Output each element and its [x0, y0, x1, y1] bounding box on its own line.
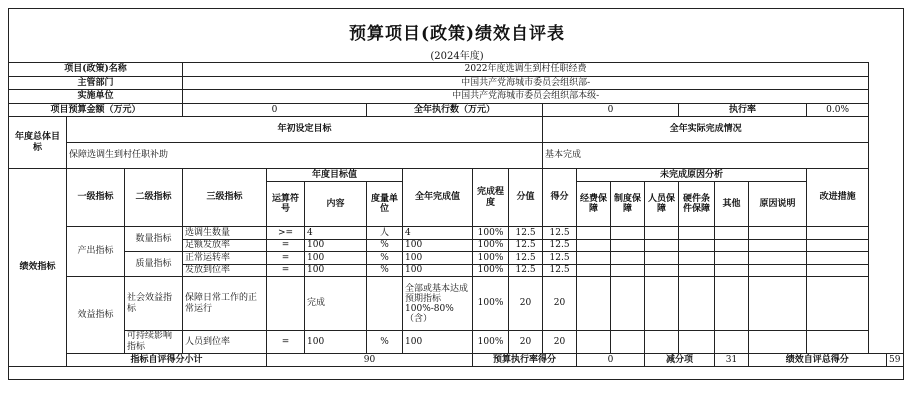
subtotal-label: 指标自评得分小计: [67, 354, 267, 367]
operator-header: 运算符号: [267, 182, 305, 227]
indicator-value: 12.5: [509, 265, 543, 277]
sustain-group: 可持续影响指标: [125, 331, 183, 354]
form-year: (2024年度): [430, 51, 484, 62]
goal-label: 年度总体目标: [9, 117, 67, 169]
target-group-header: 年度目标值: [267, 169, 403, 182]
indicator-degree: 100%: [473, 240, 509, 252]
exec-label: 全年执行数（万元）: [367, 104, 543, 117]
budget-label: 项目预算金额（万元）: [9, 104, 183, 117]
perf-label: 绩效指标: [9, 169, 67, 367]
indicator-score: 12.5: [543, 252, 577, 265]
goal-actual-header: 全年实际完成情况: [543, 117, 869, 143]
unit-header: 度量单位: [367, 182, 403, 227]
fund-header: 经费保障: [577, 182, 611, 227]
total-label: 绩效自评总得分: [749, 354, 887, 367]
indicator-unit: 人: [367, 227, 403, 240]
indicator-value: 12.5: [509, 240, 543, 252]
indicator-score: 20: [543, 331, 577, 354]
indicator-name: 正常运转率: [183, 252, 267, 265]
indicator-op: =: [267, 252, 305, 265]
other-header: 其他: [715, 182, 749, 227]
level3-header: 三级指标: [183, 169, 267, 227]
total-value: 59: [886, 354, 903, 367]
score-header: 得分: [543, 169, 577, 227]
indicator-unit: %: [367, 252, 403, 265]
indicator-unit: %: [367, 240, 403, 252]
indicator-value: 20: [509, 331, 543, 354]
indicator-degree: 100%: [473, 277, 509, 331]
table-row: [9, 252, 904, 265]
exec-score-label: 预算执行率得分: [473, 354, 577, 367]
indicator-annual: 100: [403, 331, 473, 354]
indicator-value: 20: [509, 277, 543, 331]
row-head-1: [9, 169, 904, 182]
social-group: 社会效益指标: [125, 277, 183, 331]
indicator-content: 100: [305, 240, 367, 252]
indicator-degree: 100%: [473, 265, 509, 277]
indicator-annual: 100: [403, 265, 473, 277]
rate-value: 0.0%: [807, 104, 869, 117]
form-title: 预算项目(政策)绩效自评表: [348, 24, 566, 44]
indicator-score: 12.5: [543, 265, 577, 277]
indicator-content: 100: [305, 265, 367, 277]
hardware-header: 硬件条件保障: [679, 182, 715, 227]
indicator-degree: 100%: [473, 227, 509, 240]
output-group: 产出指标: [67, 227, 125, 277]
indicator-value: 12.5: [509, 227, 543, 240]
staff-header: 人员保障: [645, 182, 679, 227]
subtotal-value: 90: [267, 354, 473, 367]
indicator-score: 12.5: [543, 240, 577, 252]
indicator-value: 12.5: [509, 252, 543, 265]
indicator-content: 4: [305, 227, 367, 240]
row-footer: [9, 354, 904, 367]
level2-header: 二级指标: [125, 169, 183, 227]
indicator-annual: 4: [403, 227, 473, 240]
project-label: 项目(政策)名称: [9, 63, 183, 77]
score-value-header: 分值: [509, 169, 543, 227]
deduct-label: 减分项: [645, 354, 715, 367]
indicator-unit: [367, 277, 403, 331]
measure-header: 改进措施: [807, 169, 869, 227]
reason-header: 原因说明: [749, 182, 807, 227]
table-row: [9, 331, 904, 354]
indicator-annual: 100: [403, 252, 473, 265]
indicator-op: =: [267, 240, 305, 252]
quantity-group: 数量指标: [125, 227, 183, 252]
goal-set-text: 保障选调生到村任职补助: [67, 143, 543, 169]
deduct-value: 31: [715, 354, 749, 367]
row-project: [9, 63, 904, 77]
indicator-annual: 100: [403, 240, 473, 252]
indicator-content: 100: [305, 331, 367, 354]
indicator-score: 12.5: [543, 227, 577, 240]
system-header: 制度保障: [611, 182, 645, 227]
reason-group-header: 未完成原因分析: [577, 169, 807, 182]
row-goal-header: [9, 117, 904, 143]
project-value: 2022年度选调生到村任职经费: [183, 63, 869, 77]
evaluation-table: [8, 62, 904, 367]
indicator-annual: 全部或基本达成预期指标100%-80%（含）: [403, 277, 473, 331]
indicator-op: =: [267, 265, 305, 277]
budget-value: 0: [183, 104, 367, 117]
indicator-name: 保障日常工作的正常运行: [183, 277, 267, 331]
indicator-name: 选调生数量: [183, 227, 267, 240]
indicator-degree: 100%: [473, 331, 509, 354]
benefit-group: 效益指标: [67, 277, 125, 354]
indicator-op: >=: [267, 227, 305, 240]
indicator-op: =: [267, 331, 305, 354]
exec-score-value: 0: [577, 354, 645, 367]
row-dept: [9, 77, 904, 90]
content-header: 内容: [305, 182, 367, 227]
dept-value: 中国共产党海城市委员会组织部-: [183, 77, 869, 90]
unit-label: 实施单位: [9, 90, 183, 104]
row-goal-text: [9, 143, 904, 169]
indicator-unit: %: [367, 265, 403, 277]
indicator-name: 发放到位率: [183, 265, 267, 277]
indicator-degree: 100%: [473, 252, 509, 265]
row-budget: [9, 104, 904, 117]
goal-set-header: 年初设定目标: [67, 117, 543, 143]
indicator-name: 足额发放率: [183, 240, 267, 252]
unit-value: 中国共产党海城市委员会组织部本级-: [183, 90, 869, 104]
row-unit: [9, 90, 904, 104]
exec-value: 0: [543, 104, 679, 117]
level1-header: 一级指标: [67, 169, 125, 227]
indicator-op: [267, 277, 305, 331]
indicator-score: 20: [543, 277, 577, 331]
table-row: [9, 227, 904, 240]
indicator-content: 完成: [305, 277, 367, 331]
goal-actual-text: 基本完成: [543, 143, 869, 169]
indicator-unit: %: [367, 331, 403, 354]
indicator-content: 100: [305, 252, 367, 265]
rate-label: 执行率: [679, 104, 807, 117]
dept-label: 主管部门: [9, 77, 183, 90]
table-row: [9, 277, 904, 331]
annual-header: 全年完成值: [403, 169, 473, 227]
indicator-name: 人员到位率: [183, 331, 267, 354]
degree-header: 完成程度: [473, 169, 509, 227]
quality-group: 质量指标: [125, 252, 183, 277]
